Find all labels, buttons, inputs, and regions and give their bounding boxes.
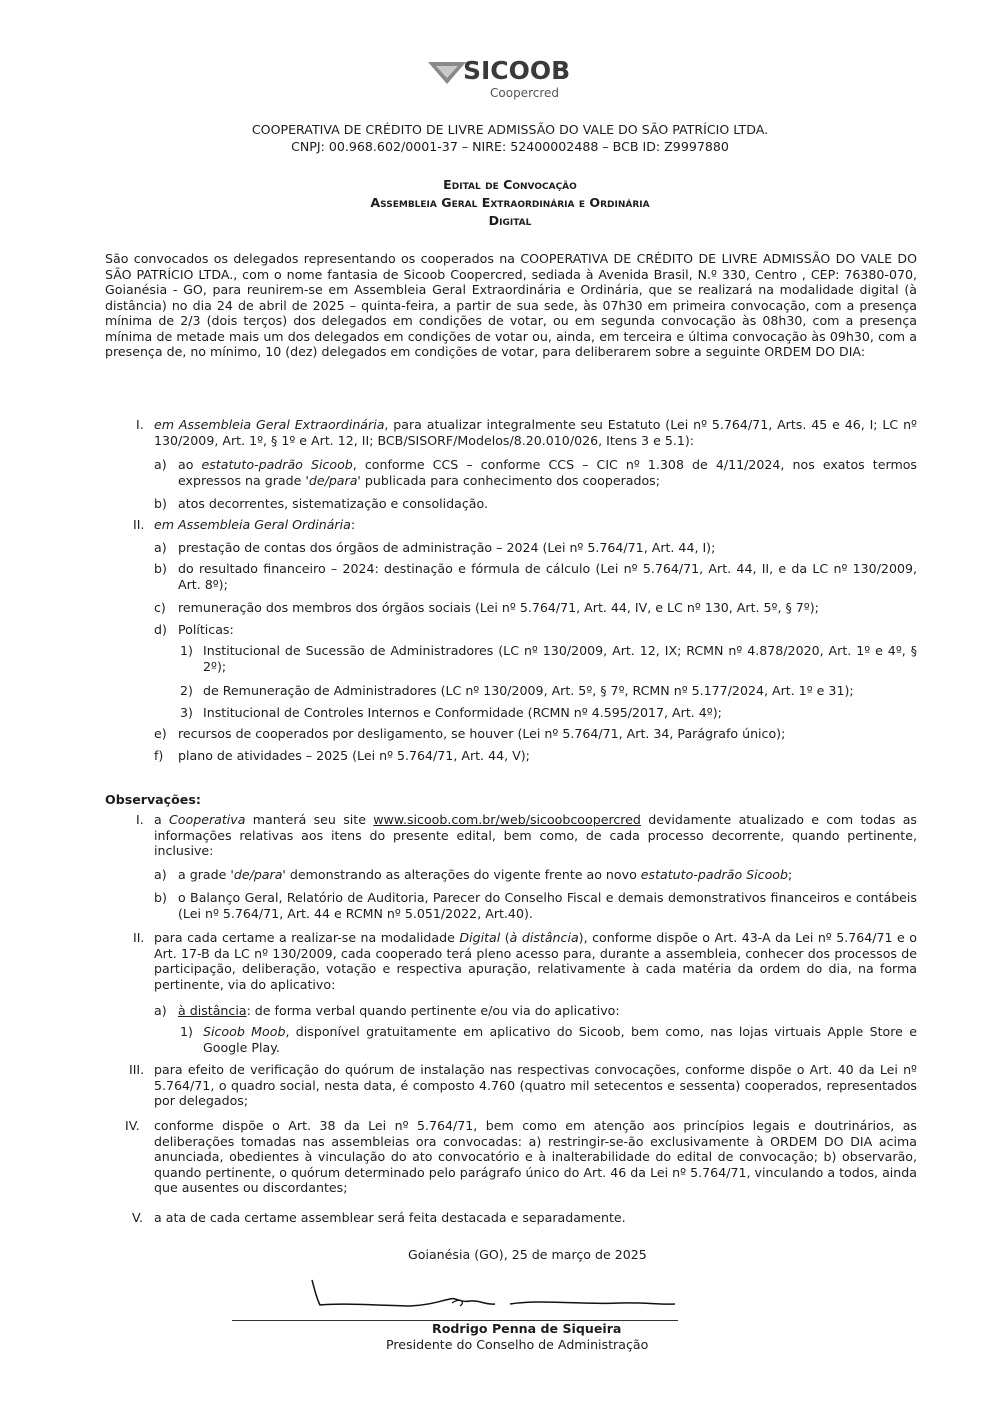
- agenda-iid1-mark: 1): [180, 643, 193, 658]
- agenda-iia-mark: a): [154, 540, 167, 555]
- sicoob-logo: [428, 58, 588, 104]
- logo-sub: Coopercred: [490, 86, 559, 100]
- obs-ii-em2: à distância: [509, 930, 579, 945]
- obs-ib: o Balanço Geral, Relatório de Auditoria, Parecer do Conselho Fiscal e demais demonstrativos financeiros e contábeis (Lei nº 5.764/71, Art. 44 e RCMN nº 5.051/2022, Art.40).: [178, 890, 917, 921]
- agenda-iic-mark: c): [154, 600, 166, 615]
- obs-iia1-post: , disponível gratuitamente em aplicativo do Sicoob, bem como, nas lojas virtuais Apple Store e Google Play.: [203, 1024, 917, 1055]
- obs-v: a ata de cada certame assemblear será feita destacada e separadamente.: [154, 1210, 626, 1225]
- intro-paragraph: São convocados os delegados representando os cooperados na COOPERATIVA DE CRÉDITO DE LIVRE ADMISSÃO DO VALE DO SÃO PATRÍCIO LTDA., com o nome fantasia de Sicoob Coopercred, sediada à Avenida Brasil, N.º 330, Centro , CEP: 76380-070, Goianésia - GO, para reunirem-se em Assembleia Geral Extraordinária e Ordinária, que se realizará na modalidade digital (à distância) no dia 24 de abril de 2025 – quinta-feira, a partir de sua sede, às 07h30 em primeira convocação, com a presença mínima de 2/3 (dois terços) dos delegados em condições de votar, ou em segunda convocação às 08h30, com a presença mínima de metade mais um dos delegados em condições de votar ou, ainda, em terceira e última convocação às 09h30, com a presença de, no mínimo, 10 (dez) delegados em condições de votar, para deliberarem sobre a seguinte ORDEM DO DIA:: [105, 251, 917, 359]
- obs-i-pre: a: [154, 812, 170, 827]
- handwritten-signature: [300, 1275, 680, 1321]
- obs-ii-mid: (: [500, 930, 510, 945]
- obs-iii-mark: III.: [129, 1062, 145, 1077]
- signatory-name: Rodrigo Penna de Siqueira: [432, 1321, 622, 1336]
- agenda-ia-mid: , conforme CCS – conforme CCS – CIC nº 1.308 de 4/11/2024, nos exatos termos expressos na grade ': [178, 457, 917, 488]
- obs-ia-pre: a grade ': [178, 867, 234, 882]
- obs-iia-post: : de forma verbal quando pertinente e/ou via do aplicativo:: [246, 1003, 620, 1018]
- obs-ia-em2: estatuto-padrão Sicoob: [640, 867, 788, 882]
- agenda-iie: recursos de cooperados por desligamento, se houver (Lei nº 5.764/71, Art. 34, Parágrafo único);: [178, 726, 786, 741]
- agenda-iid-mark: d): [154, 622, 167, 637]
- agenda-ii-mark: II.: [133, 517, 145, 532]
- logo-brand: SICOOB: [463, 56, 571, 85]
- title-digital: Digital: [488, 213, 532, 228]
- agenda-ia-em2: de/para: [308, 472, 358, 488]
- agenda-ia-post: ' publicada para conhecimento dos cooperados;: [357, 472, 660, 488]
- agenda-iid2: de Remuneração de Administradores (LC nº 130/2009, Art. 5º, § 7º, RCMN nº 5.177/2024, Art. 1º e 31);: [203, 683, 854, 698]
- agenda-ii: [154, 517, 917, 533]
- obs-i-post: devidamente atualizado e com todas as informações relativas aos itens do presente edital, bem como, de cada processo decorrente, quando pertinente, inclusive:: [154, 812, 917, 858]
- signatory-role: Presidente do Conselho de Administração: [386, 1337, 649, 1352]
- obs-i-mark: I.: [136, 812, 144, 827]
- obs-ia: [178, 867, 917, 883]
- obs-iii: para efeito de verificação do quórum de instalação nas respectivas convocações, conforme dispõe o Art. 40 da Lei nº 5.764/71, o quadro social, nesta data, é composto 4.760 (quatro mil setecentos e sessenta) cooperados, representados por delegados;: [154, 1062, 917, 1108]
- agenda-ia-em: estatuto-padrão Sicoob: [201, 457, 353, 472]
- organization-header: [0, 121, 1000, 155]
- obs-ii: [154, 930, 917, 992]
- obs-ii-em: Digital: [459, 930, 501, 945]
- agenda-ia-pre: ao: [178, 457, 202, 472]
- obs-iia: [178, 1003, 917, 1019]
- agenda-ia-mark: a): [154, 457, 167, 472]
- agenda-iid: Políticas:: [178, 622, 234, 637]
- obs-ib-mark: b): [154, 890, 167, 905]
- agenda-i-title: em Assembleia Geral Extraordinária: [154, 417, 385, 432]
- obs-iv-mark: IV.: [125, 1118, 140, 1133]
- obs-iia1-mark: 1): [180, 1024, 193, 1039]
- document-titles: [0, 176, 1000, 230]
- organization-name: COOPERATIVA DE CRÉDITO DE LIVRE ADMISSÃO DO VALE DO SÃO PATRÍCIO LTDA.: [251, 122, 769, 137]
- closing-date: Goianésia (GO), 25 de março de 2025: [408, 1247, 647, 1262]
- agenda-iid1: Institucional de Sucessão de Administradores (LC nº 130/2009, Art. 12, IX; RCMN nº 4.878/2020, Art. 1º e 4º, § 2º);: [203, 643, 917, 674]
- title-edital: Edital de Convocação: [443, 177, 577, 192]
- agenda-iid2-mark: 2): [180, 683, 193, 698]
- obs-iia1: [203, 1024, 917, 1055]
- agenda-ia: [178, 457, 917, 488]
- agenda-i-text: , para atualizar integralmente seu Estatuto (Lei nº 5.764/71, Arts. 45 e 46, I; LC nº 130/2009, Art. 1º, § 1º e Art. 12, II; BCB/SISORF/Modelos/8.20.010/026, Itens 3 e 5.1):: [154, 417, 917, 448]
- obs-ii-pre: para cada certame a realizar-se na modalidade: [154, 930, 460, 945]
- obs-iia-mark: a): [154, 1003, 167, 1018]
- obs-iia-u: à distância: [178, 1003, 247, 1018]
- agenda-iif-mark: f): [154, 748, 164, 763]
- agenda-iie-mark: e): [154, 726, 167, 741]
- agenda-iib-mark: b): [154, 561, 167, 576]
- obs-i: [154, 812, 917, 859]
- obs-i-mid: manterá seu site: [245, 812, 374, 827]
- obs-ia-em: de/para: [233, 867, 283, 882]
- agenda-iid3-mark: 3): [180, 705, 193, 720]
- obs-ia-mid: ' demonstrando as alterações do vigente frente ao novo: [282, 867, 641, 882]
- agenda-ii-title: em Assembleia Geral Ordinária: [154, 517, 351, 532]
- agenda-ii-colon: :: [350, 517, 356, 532]
- agenda-i: [154, 417, 917, 448]
- obs-iv: conforme dispõe o Art. 38 da Lei nº 5.764/71, bem como em atenção aos princípios legais e doutrinários, as deliberações tomadas nas assembleias ora convocadas: a) restringir-se-ão exclusivamente à ORDEM DO DIA acima anunciada, obedientes à vinculação do ato convocatório e à inalterabilidade do edital de convocação; b) observarão, quando pertinente, o quórum determinado pelo parágrafo único do Art. 46 da Lei nº 5.764/71, vinculando a todos, ainda que ausentes ou discordantes;: [154, 1118, 917, 1195]
- obs-ia-mark: a): [154, 867, 167, 882]
- organization-ids: CNPJ: 00.968.602/0001-37 – NIRE: 52400002488 – BCB ID: Z9997880: [291, 139, 729, 154]
- obs-ii-post: ), conforme dispõe o Art. 43-A da Lei nº 5.764/71 e o Art. 17-B da LC nº 130/2009, cada cooperado terá pleno acesso para, durante a assembleia, conhecer dos processos de participação, deliberação, votação e respectiva apuração, relativamente à cada matéria da ordem do dia, na forma pertinente, via do aplicativo:: [154, 930, 917, 992]
- obs-v-mark: V.: [132, 1210, 143, 1225]
- obs-ii-mark: II.: [133, 930, 145, 945]
- agenda-iib: do resultado financeiro – 2024: destinação e fórmula de cálculo (Lei nº 5.764/71, Art. 44, II, e da LC nº 130/2009, Art. 8º);: [178, 561, 917, 592]
- agenda-iif: plano de atividades – 2025 (Lei nº 5.764/71, Art. 44, V);: [178, 748, 530, 763]
- agenda-iic: remuneração dos membros dos órgãos sociais (Lei nº 5.764/71, Art. 44, IV, e LC nº 130, Art. 5º, § 7º);: [178, 600, 819, 615]
- obs-ia-post: ;: [787, 867, 793, 882]
- title-assembleia: Assembleia Geral Extraordinária e Ordinária: [370, 195, 650, 210]
- sicoob-logo-mark-icon: [428, 60, 466, 86]
- obs-i-em: Cooperativa: [169, 812, 246, 827]
- agenda-iia: prestação de contas dos órgãos de administração – 2024 (Lei nº 5.764/71, Art. 44, I);: [178, 540, 716, 555]
- sicoob-site-link[interactable]: www.sicoob.com.br/web/sicoobcoopercred: [373, 812, 641, 827]
- observations-heading: Observações:: [105, 792, 201, 807]
- agenda-ib-mark: b): [154, 496, 167, 511]
- agenda-ib: atos decorrentes, sistematização e consolidação.: [178, 496, 489, 511]
- agenda-i-mark: I.: [136, 417, 144, 432]
- agenda-iid3: Institucional de Controles Internos e Conformidade (RCMN nº 4.595/2017, Art. 4º);: [203, 705, 722, 720]
- obs-iia1-em: Sicoob Moob: [203, 1024, 286, 1039]
